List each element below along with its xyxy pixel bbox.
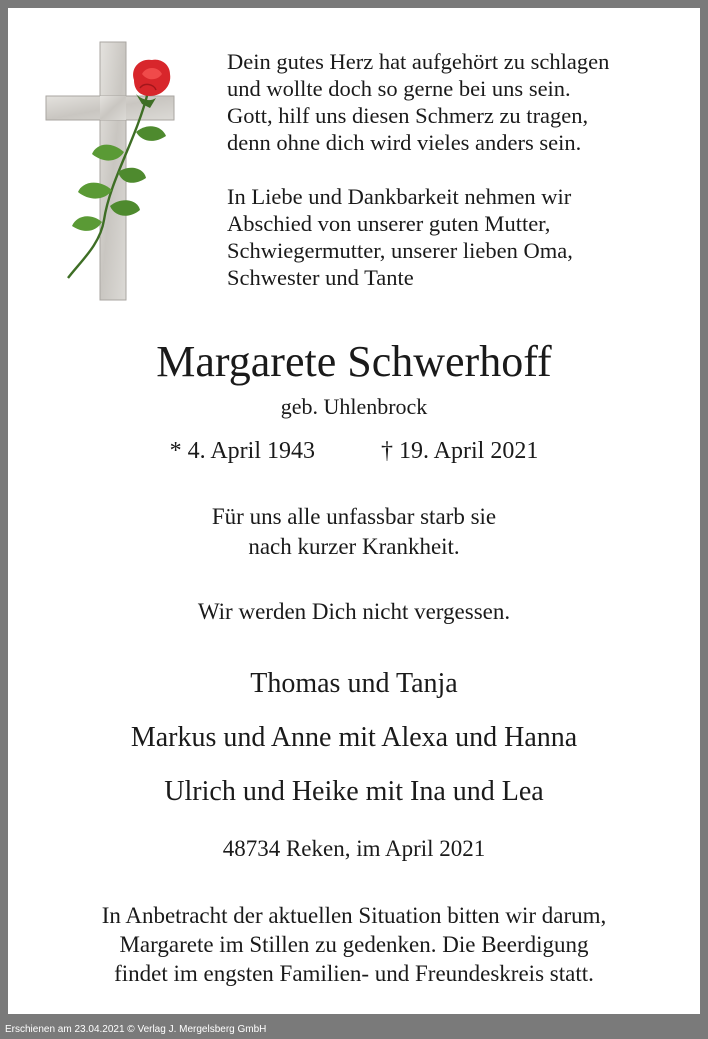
verse-line: Dein gutes Herz hat aufgehört zu schlagen: [227, 49, 610, 74]
birth-name: geb. Uhlenbrock: [280, 394, 428, 419]
intro-line: Abschied von unserer guten Mutter,: [227, 211, 551, 236]
message-line: nach kurzer Krankheit.: [248, 534, 460, 559]
intro-line: Schwester und Tante: [227, 265, 414, 290]
mourner-line: Markus und Anne mit Alexa und Hanna: [130, 722, 578, 753]
birth-date: * 4. April 1943: [169, 438, 315, 464]
death-date: † 19. April 2021: [381, 438, 539, 464]
intro-line: Schwiegermutter, unserer lieben Oma,: [227, 238, 573, 263]
deceased-name: Margarete Schwerhoff: [156, 337, 552, 386]
verse-line: und wollte doch so gerne bei uns sein.: [227, 76, 571, 101]
verse-line: Gott, hilf uns diesen Schmerz zu tragen,: [227, 103, 589, 128]
place-date: 48734 Reken, im April 2021: [222, 836, 486, 861]
life-dates: [8, 436, 700, 466]
obituary-card: [8, 8, 700, 1014]
remembrance-line: Wir werden Dich nicht vergessen.: [197, 599, 511, 624]
message-line: Für uns alle unfassbar starb sie: [211, 504, 497, 529]
notice-line: In Anbetracht der aktuellen Situation bitten wir darum,: [101, 903, 607, 928]
publication-footer: Erschienen am 23.04.2021 © Verlag J. Mergelsberg GmbH: [5, 1024, 267, 1035]
notice-line: findet im engsten Familien- und Freundeskreis statt.: [114, 961, 594, 986]
verse-line: denn ohne dich wird vieles anders sein.: [227, 130, 582, 155]
intro-line: In Liebe und Dankbarkeit nehmen wir: [227, 184, 572, 209]
cross-with-rose-icon: [44, 40, 176, 302]
mourners-list: [8, 657, 700, 819]
funeral-notice: [8, 901, 700, 988]
mourner-line: Thomas und Tanja: [250, 668, 458, 699]
death-message: [8, 502, 700, 562]
verse-text: [227, 48, 687, 291]
mourner-line: Ulrich und Heike mit Ina und Lea: [164, 776, 544, 807]
notice-line: Margarete im Stillen zu gedenken. Die Beerdigung: [119, 932, 589, 957]
